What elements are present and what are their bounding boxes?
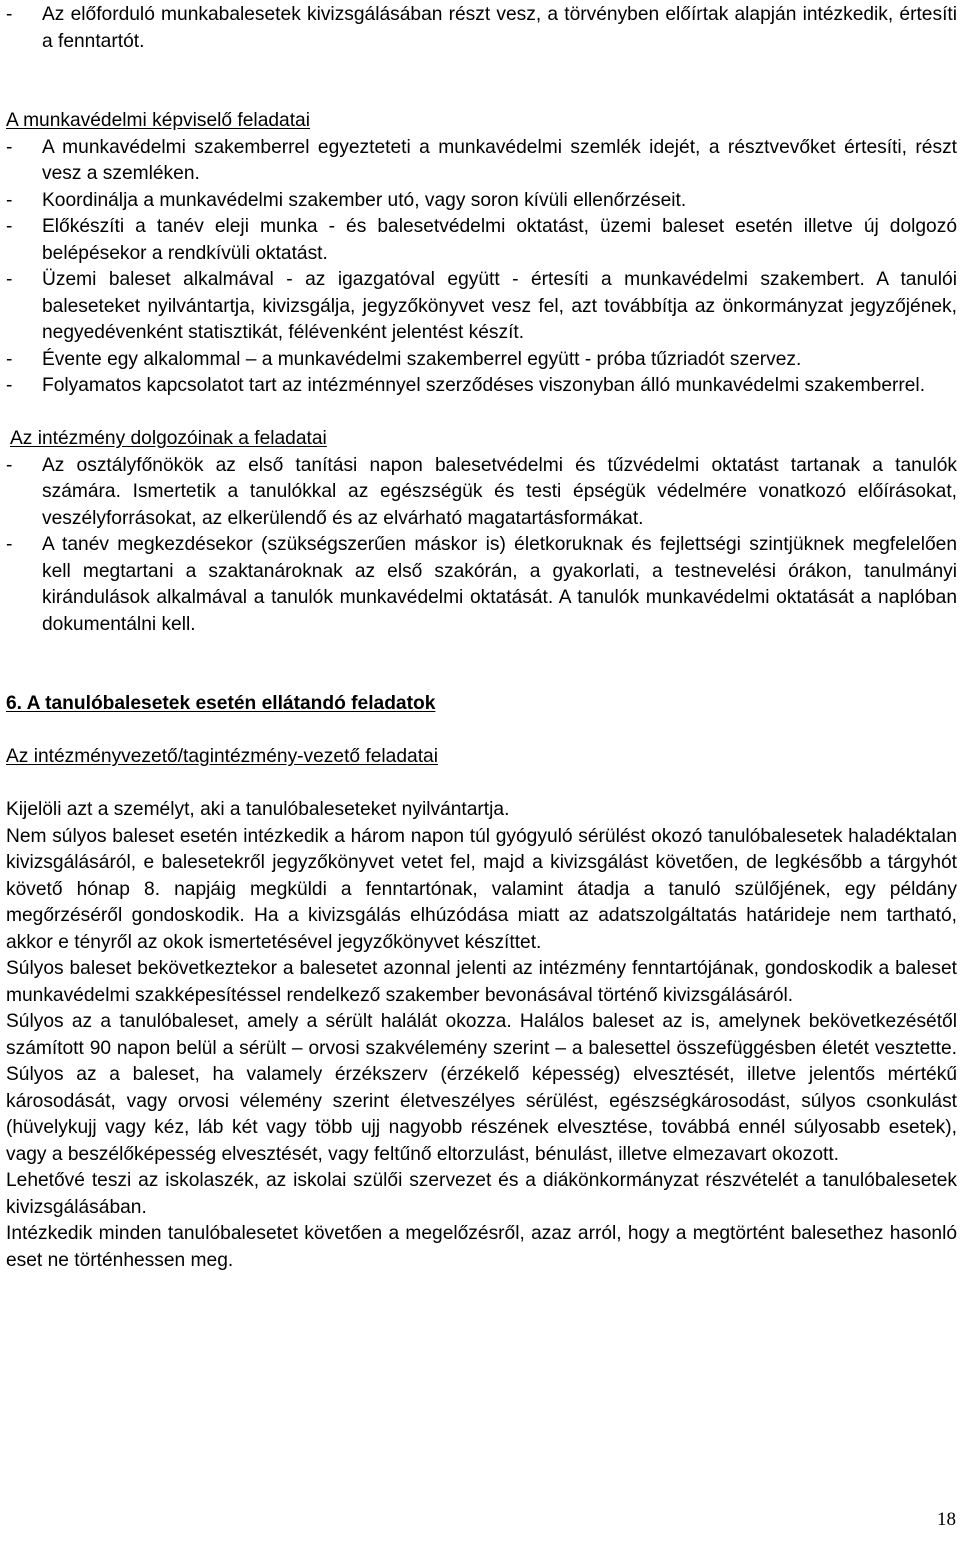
- paragraph: Lehetővé teszi az iskolaszék, az iskolai szülői szervezet és a diákönkormányzat részvételét a tanulóbalesetek kivizsgálásában.: [6, 1170, 957, 1218]
- list-item: [6, 188, 957, 215]
- list-item-text: Az osztályfőnökök az első tanítási napon balesetvédelmi és tűzvédelmi oktatást tartanak a tanulók számára. Ismertetik a tanulókkal az egészségük és testi épségük védelmére vonatkozó előírásokat, veszélyforrásokat, az elkerülendő és az elvárható magatartásformákat.: [42, 454, 957, 529]
- list-item-text: Koordinálja a munkavédelmi szakember utó, vagy soron kívüli ellenőrzéseit.: [42, 189, 687, 211]
- list-bullet: -: [6, 189, 13, 211]
- list-bullet: -: [6, 375, 13, 396]
- list-bullet: -: [6, 136, 13, 158]
- section-heading-staff: Az intézmény dolgozóinak a feladatai: [10, 428, 327, 449]
- list-bullet: -: [6, 4, 13, 25]
- section-title: A tanulóbalesetek esetén ellátandó feladatok: [22, 693, 436, 714]
- list-item-text: Az előforduló munkabalesetek kivizsgálásában részt vesz, a törvényben előírtak alapján intézkedik, értesíti a fenntartót.: [42, 4, 957, 52]
- spacer: [6, 400, 957, 427]
- page-number: 18: [937, 1509, 956, 1530]
- list-bullet: -: [6, 216, 13, 237]
- list-bullet: -: [6, 348, 13, 370]
- list-item: [6, 2, 957, 55]
- list-item: [6, 214, 957, 267]
- spacer: [6, 718, 957, 745]
- subsection-heading: Az intézményvezető/tagintézmény-vezető feladatai: [6, 746, 438, 767]
- list-bullet: -: [6, 454, 13, 476]
- spacer: [6, 771, 957, 798]
- list-bullet: -: [6, 534, 13, 555]
- paragraph: Súlyos baleset bekövetkeztekor a balesetet azonnal jelenti az intézmény fenntartójának, gondoskodik a baleset munkavédelmi szakképesítéssel rendelkező szakember bevonásával történő kivizsgálásáról.: [6, 958, 957, 1006]
- list-item-text: Előkészíti a tanév eleji munka - és balesetvédelmi oktatást, üzemi baleset esetén illetve új dolgozó belépésekor a rendkívüli oktatást.: [42, 216, 957, 264]
- list-bullet: -: [6, 269, 13, 290]
- page-content: [6, 2, 957, 1274]
- list-item-text: Üzemi baleset alkalmával - az igazgatóval együtt - értesíti a munkavédelmi szakembert. A tanulói baleseteket nyilvántartja, kivizsgálja, jegyzőkönyvet vesz fel, azt továbbítja az önkormányzat jegyzőjének, negyedévenként statisztikát, félévenként jelentést készít.: [42, 269, 957, 343]
- list-item: [6, 453, 957, 533]
- list-item: [6, 267, 957, 347]
- list-item-text: A munkavédelmi szakemberrel egyezteteti a munkavédelmi szemlék idejét, a résztvevőket értesíti, részt vesz a szemléken.: [42, 136, 957, 184]
- list-item: [6, 347, 957, 374]
- list-item: [6, 373, 957, 400]
- spacer: [6, 55, 957, 108]
- section-number: 6.: [6, 693, 23, 714]
- list-item: [6, 532, 957, 638]
- section-title-6: [6, 691, 957, 718]
- paragraph: Intézkedik minden tanulóbalesetet követően a megelőzésről, azaz arról, hogy a megtörtént balesethez hasonló eset ne történhessen meg.: [6, 1223, 957, 1271]
- section-heading-representative: A munkavédelmi képviselő feladatai: [6, 110, 310, 131]
- list-item-text: Évente egy alkalommal – a munkavédelmi szakemberrel együtt - próba tűzriadót szervez.: [42, 348, 802, 370]
- paragraph: Nem súlyos baleset esetén intézkedik a három napon túl gyógyuló sérülést okozó tanulóbalesetek haladéktalan kivizsgálásáról, e balesetekről jegyzőkönyvet vetet fel, majd a kivizsgálást követően, de legkésőbb a tárgyhót követő hónap 8. napjáig megküldi a fenntartónak, valamint átadja a tanuló szülőjének, egy példány megőrzéséről gondoskodik. Ha a kivizsgálás elhúzódása miatt az adatszolgáltatás határideje nem tartható, akkor e tényről az okok ismertetésével jegyzőkönyvet készíttet.: [6, 825, 957, 953]
- spacer: [6, 638, 957, 691]
- list-item-text: Folyamatos kapcsolatot tart az intézménnyel szerződéses viszonyban álló munkavédelmi szakemberrel.: [42, 375, 926, 396]
- list-item-text: A tanév megkezdésekor (szükségszerűen máskor is) életkoruknak és fejlettségi szintjüknek megfelelően kell megtartani a szaktanároknak az első szakórán, a gyakorlati, a testnevelési órákon, tanulmányi kirándulások alkalmával a tanulók munkavédelmi oktatását. A tanulók munkavédelmi oktatását a naplóban dokumentálni kell.: [42, 534, 957, 635]
- list-item: [6, 135, 957, 188]
- paragraph: Súlyos az a tanulóbaleset, amely a sérült halálát okozza. Halálos baleset az is, amelynek bekövetkezésétől számított 90 napon belül a sérült – orvosi szakvélemény szerint – a balesettel összefüggésben életét vesztette. Súlyos az a baleset, ha valamely érzékszerv (érzékelő képesség) elvesztését, illetve jelentős mértékű károsodását, vagy orvosi vélemény szerint életveszélyes sérülést, egészségkárosodást, súlyos csonkulást (hüvelykujj vagy kéz, láb két vagy több ujj nagyobb részének elvesztése, továbbá ennél súlyosabb esetek), vagy a beszélőképesség elvesztését, vagy feltűnő eltorzulást, bénulást, illetve elmezavart okozott.: [6, 1011, 957, 1165]
- paragraph: Kijelöli azt a személyt, aki a tanulóbaleseteket nyilvántartja.: [6, 799, 510, 820]
